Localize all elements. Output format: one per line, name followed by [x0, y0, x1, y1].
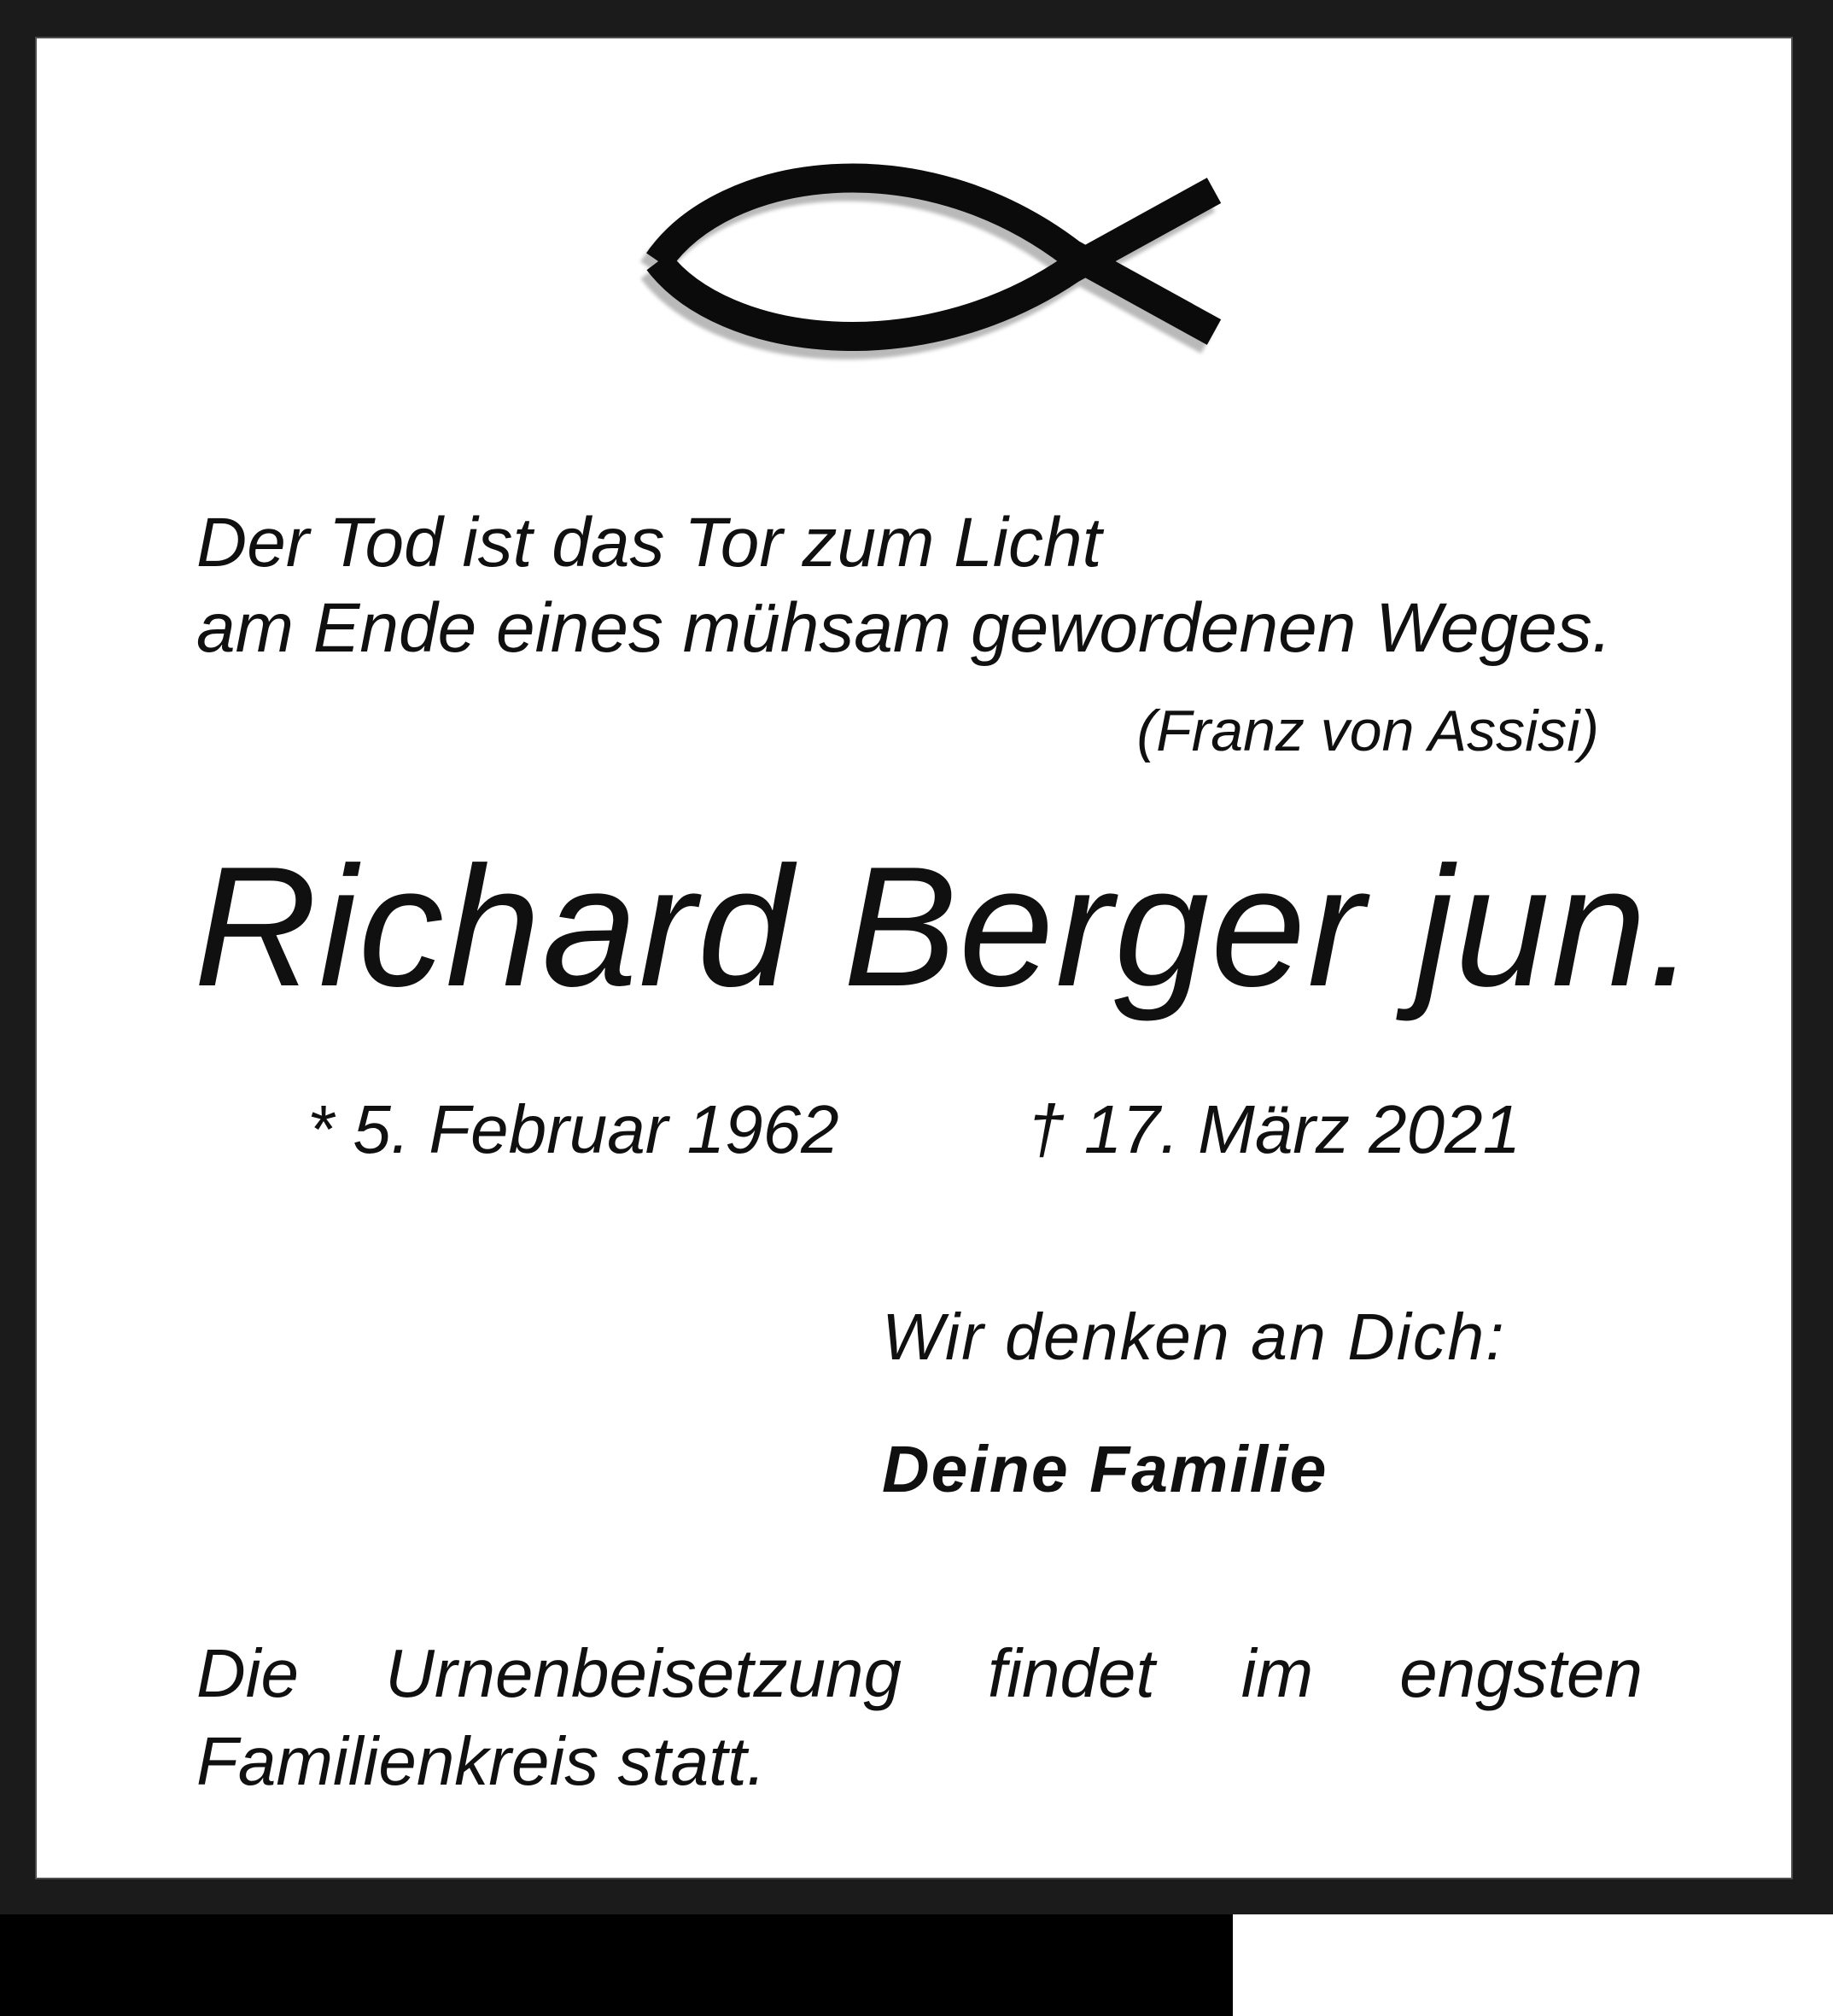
- ichthys-fish-icon: [646, 155, 1227, 351]
- announcement-line-2: Familienkreis statt.: [196, 1723, 766, 1799]
- announcement-word: im: [1240, 1635, 1314, 1711]
- quote-attribution: (Franz von Assisi): [1136, 698, 1599, 763]
- death-date: † 17. März 2021: [1027, 1091, 1521, 1167]
- birth-date: * 5. Februar 1962: [307, 1091, 839, 1167]
- quote-line-1: Der Tod ist das Tor zum Licht: [196, 504, 1102, 581]
- burial-announcement: [196, 1629, 1643, 1805]
- announcement-word: findet: [988, 1635, 1155, 1711]
- bottom-black-strip: [0, 1914, 1233, 2016]
- life-dates: [37, 1091, 1791, 1172]
- deceased-name: Richard Berger jun.: [194, 832, 1698, 1022]
- announcement-word: engsten: [1399, 1635, 1643, 1711]
- announcement-line-1: [196, 1629, 1643, 1717]
- quote-line-2: am Ende eines mühsam gewordenen Weges.: [196, 589, 1612, 667]
- announcement-word: Die: [196, 1635, 300, 1711]
- quote: [196, 500, 1612, 671]
- announcement-word: Urnenbeisetzung: [385, 1635, 902, 1711]
- remembrance-line: Wir denken an Dich:: [882, 1300, 1506, 1374]
- family-signature: Deine Familie: [882, 1433, 1328, 1506]
- obituary-card: [35, 37, 1793, 1879]
